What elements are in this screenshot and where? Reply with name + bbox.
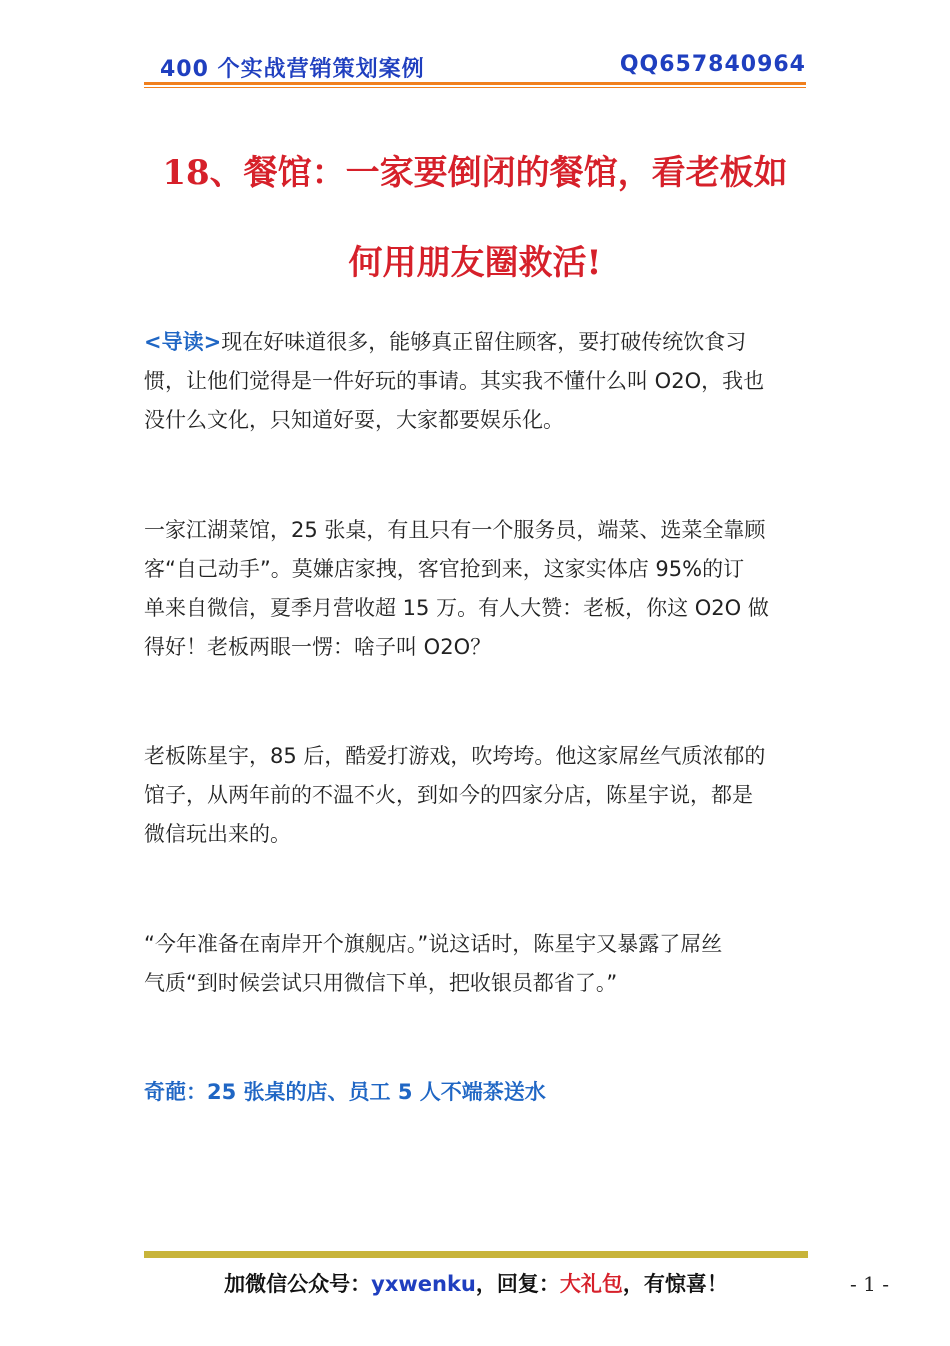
footer-middle: ，回复： — [475, 1272, 560, 1296]
paragraph-line: 一家江湖菜馆，25 张桌，有且只有一个服务员，端菜、选菜全靠顾 — [144, 518, 766, 542]
paragraph-line: 单来自微信，夏季月营收超 15 万。有人大赞：老板，你这 O2O 做 — [144, 596, 769, 620]
section-subheading: 奇葩：25 张桌的店、员工 5 人不端茶送水 — [144, 1080, 546, 1104]
body-paragraph-2 — [144, 737, 808, 854]
footer-divider — [144, 1251, 808, 1258]
intro-line-1-text: 现在好味道很多，能够真正留住顾客，要打破传统饮食习 — [221, 330, 747, 354]
header-qq: QQ657840964 — [619, 52, 806, 77]
paragraph-line: 馆子，从两年前的不温不火，到如今的四家分店，陈星宇说，都是 — [144, 783, 753, 807]
intro-line-2: 惯，让他们觉得是一件好玩的事请。其实我不懂什么叫 O2O，我也 — [144, 369, 765, 393]
paragraph-line: 客“自己动手”。莫嫌店家拽，客官抢到来，这家实体店 95%的订 — [144, 557, 745, 581]
paragraph-line: 气质“到时候尝试只用微信下单，把收银员都省了。” — [144, 971, 618, 995]
header-divider-thin — [144, 87, 806, 88]
intro-line-3: 没什么文化，只知道好耍，大家都要娱乐化。 — [144, 408, 564, 432]
paragraph-line: “今年准备在南岸开个旗舰店。”说这话时，陈星宇又暴露了屌丝 — [144, 932, 723, 956]
page-number: - 1 - — [850, 1272, 889, 1296]
article-title-line-2: 何用朋友圈救活! — [348, 243, 602, 283]
intro-paragraph — [144, 323, 808, 440]
page-footer — [144, 1268, 808, 1298]
header-divider — [144, 82, 806, 85]
paragraph-line: 微信玩出来的。 — [144, 822, 291, 846]
article-title-line-1: 18、餐馆：一家要倒闭的餐馆，看老板如 — [162, 153, 788, 193]
footer-prefix: 加微信公众号： — [224, 1272, 372, 1296]
paragraph-line: 老板陈星宇，85 后，酷爱打游戏，吹垮垮。他这家屌丝气质浓郁的 — [144, 744, 766, 768]
footer-suffix: ，有惊喜！ — [622, 1272, 728, 1296]
body-paragraph-1 — [144, 511, 808, 667]
footer-account: yxwenku — [371, 1272, 476, 1296]
paragraph-line: 得好！老板两眼一愣：啥子叫 O2O？ — [144, 635, 492, 659]
header-title: 400 个实战营销策划案例 — [160, 57, 425, 82]
article-title — [144, 128, 806, 308]
page-header — [144, 50, 806, 84]
intro-lead: <导读> — [144, 330, 222, 354]
footer-keyword: 大礼包 — [559, 1272, 623, 1296]
body-paragraph-3 — [144, 925, 808, 1003]
intro-line-1 — [144, 323, 808, 362]
